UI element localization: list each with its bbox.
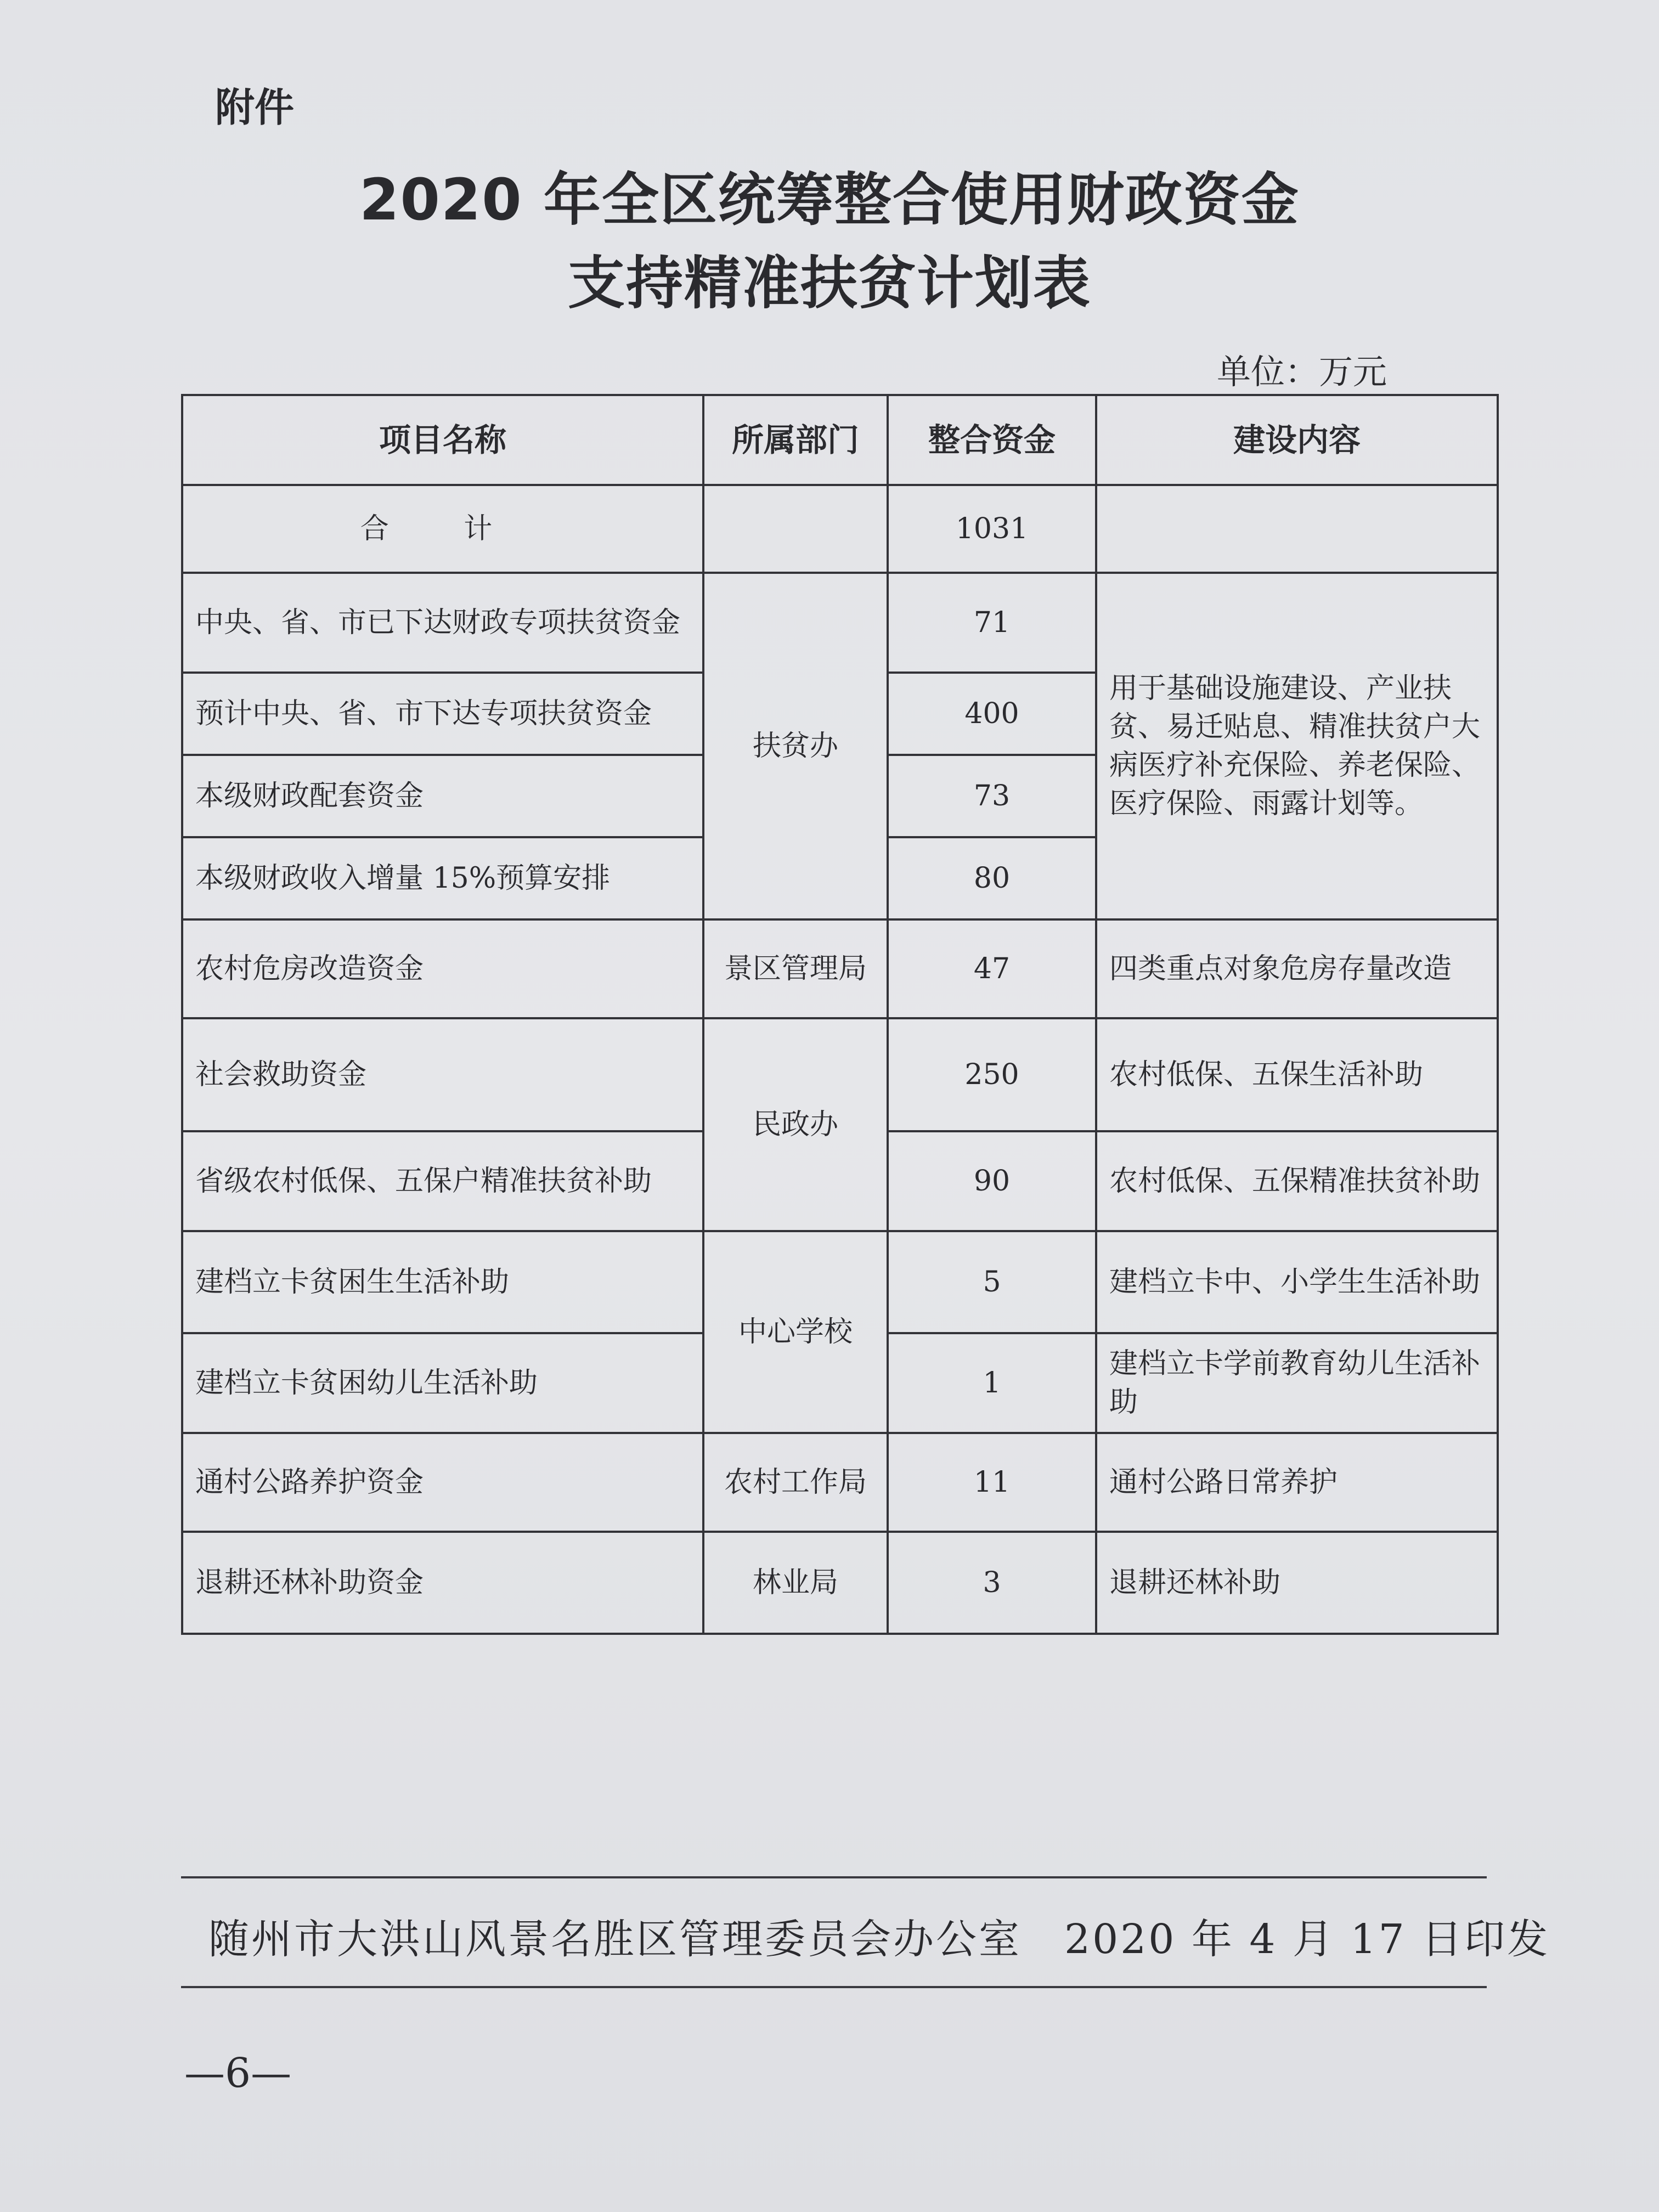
total-content — [1096, 485, 1498, 573]
table-row — [182, 573, 1498, 673]
table-row — [182, 1231, 1498, 1333]
total-fund: 1031 — [888, 485, 1096, 573]
row-name: 建档立卡贫困幼儿生活补助 — [182, 1333, 703, 1433]
row-fund: 250 — [888, 1018, 1096, 1131]
content-cell: 建档立卡中、小学生生活补助 — [1096, 1231, 1498, 1333]
row-name: 本级财政配套资金 — [182, 755, 703, 837]
row-fund: 400 — [888, 673, 1096, 755]
attachment-label: 附件 — [215, 84, 295, 131]
row-name: 本级财政收入增量 15%预算安排 — [182, 837, 703, 919]
header-content: 建设内容 — [1096, 395, 1498, 485]
row-name: 通村公路养护资金 — [182, 1433, 703, 1532]
header-name: 项目名称 — [182, 395, 703, 485]
row-name: 建档立卡贫困生生活补助 — [182, 1231, 703, 1333]
dept-cell: 景区管理局 — [703, 919, 888, 1018]
row-fund: 3 — [888, 1532, 1096, 1634]
row-name: 预计中央、省、市下达专项扶贫资金 — [182, 673, 703, 755]
row-name: 退耕还林补助资金 — [182, 1532, 703, 1634]
dept-cell: 中心学校 — [703, 1231, 888, 1433]
dept-cell: 民政办 — [703, 1018, 888, 1231]
dept-cell: 扶贫办 — [703, 573, 888, 919]
plan-table — [181, 394, 1499, 1635]
row-fund: 80 — [888, 837, 1096, 919]
content-cell: 建档立卡学前教育幼儿生活补助 — [1096, 1333, 1498, 1433]
footer-date: 2020 年 4 月 17 日印发 — [1064, 1916, 1550, 1963]
row-fund: 1 — [888, 1333, 1096, 1433]
row-fund: 73 — [888, 755, 1096, 837]
row-name: 社会救助资金 — [182, 1018, 703, 1131]
row-name: 农村危房改造资金 — [182, 919, 703, 1018]
page-number: —6— — [184, 2050, 292, 2097]
content-cell: 农村低保、五保生活补助 — [1096, 1018, 1498, 1131]
table-row — [182, 1018, 1498, 1131]
total-dept — [703, 485, 888, 573]
title-line-1: 2020 年全区统筹整合使用财政资金 — [359, 166, 1300, 233]
footer-bottom-rule — [181, 1986, 1487, 1988]
total-row — [182, 485, 1498, 573]
content-cell: 用于基础设施建设、产业扶贫、易迁贴息、精准扶贫户大病医疗补充保险、养老保险、医疗保险、雨露计划等。 — [1096, 573, 1498, 919]
table-row — [182, 919, 1498, 1018]
title-line-2: 支持精准扶贫计划表 — [567, 250, 1091, 317]
footer-issuer: 随州市大洪山风景名胜区管理委员会办公室 — [208, 1916, 1022, 1963]
row-fund: 47 — [888, 919, 1096, 1018]
dept-cell: 农村工作局 — [703, 1433, 888, 1532]
content-cell: 通村公路日常养护 — [1096, 1433, 1498, 1532]
header-fund: 整合资金 — [888, 395, 1096, 485]
table-row — [182, 1532, 1498, 1634]
row-fund: 5 — [888, 1231, 1096, 1333]
row-fund: 71 — [888, 573, 1096, 673]
footer-top-rule — [181, 1876, 1487, 1878]
header-dept: 所属部门 — [703, 395, 888, 485]
row-name: 省级农村低保、五保户精准扶贫补助 — [182, 1131, 703, 1231]
content-cell: 农村低保、五保精准扶贫补助 — [1096, 1131, 1498, 1231]
dept-cell: 林业局 — [703, 1532, 888, 1634]
content-cell: 退耕还林补助 — [1096, 1532, 1498, 1634]
unit-label: 单位：万元 — [1217, 352, 1387, 392]
total-label: 合 计 — [182, 485, 703, 573]
row-name: 中央、省、市已下达财政专项扶贫资金 — [182, 573, 703, 673]
row-fund: 11 — [888, 1433, 1096, 1532]
content-cell: 四类重点对象危房存量改造 — [1096, 919, 1498, 1018]
table-header-row — [182, 395, 1498, 485]
row-fund: 90 — [888, 1131, 1096, 1231]
table-row — [182, 1433, 1498, 1532]
